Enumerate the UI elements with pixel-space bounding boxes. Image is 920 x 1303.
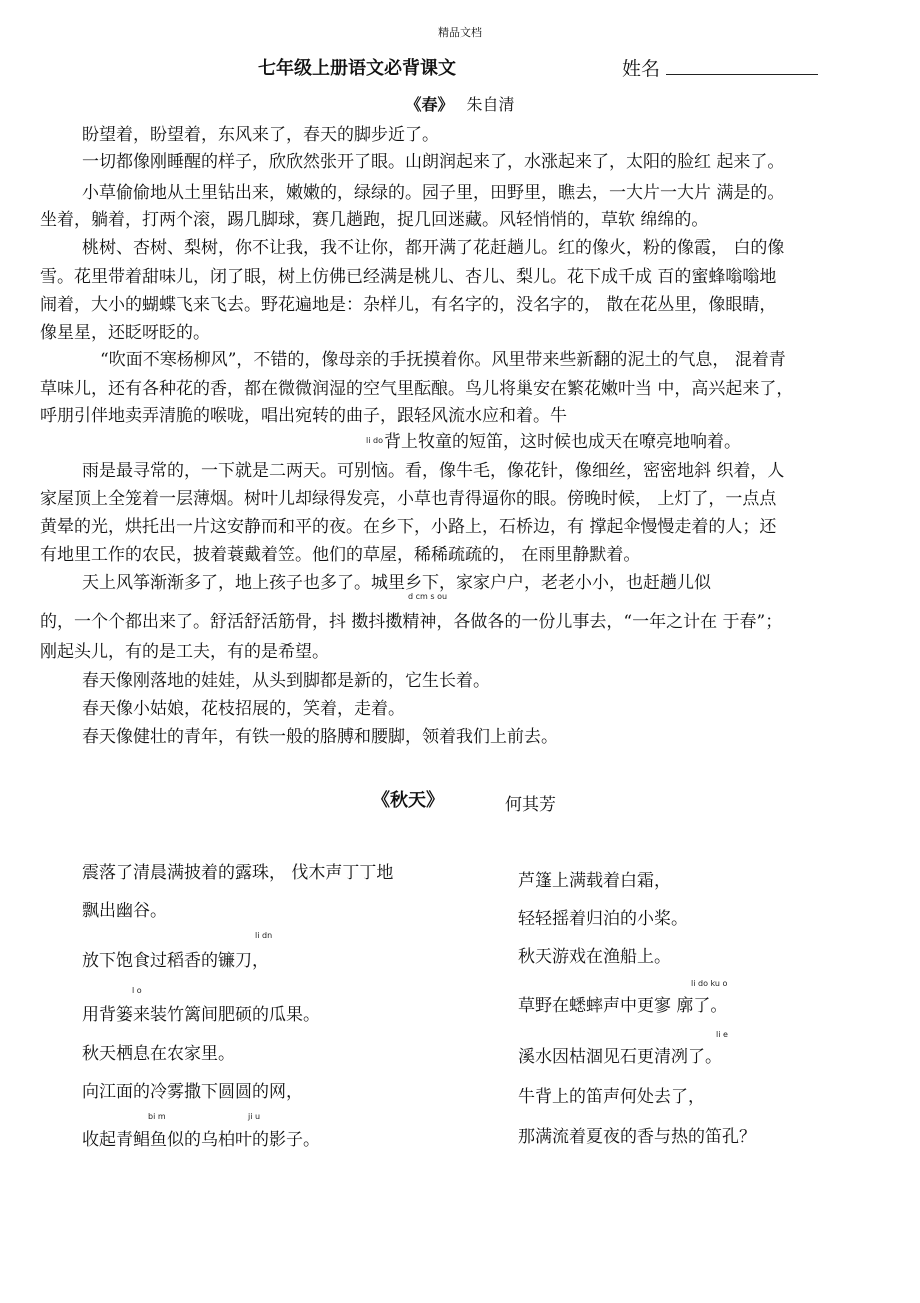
spring-line: 家屋顶上全笼着一层薄烟。树叶儿却绿得发亮，小草也青得逼你的眼。傍晚时候， 上灯了，一点点 bbox=[40, 489, 777, 509]
spring-line: 呼朋引伴地卖弄清脆的喉咙，唱出宛转的曲子，跟轻风流水应和着。牛 bbox=[40, 406, 567, 426]
pinyin-annotation: bi m bbox=[148, 1112, 166, 1121]
poem-line-left: 飘出幽谷。 bbox=[82, 901, 167, 921]
pinyin-annotation: li do ku o bbox=[691, 979, 728, 988]
spring-line: 桃树、杏树、梨树，你不让我，我不让你，都开满了花赶趟儿。红的像火，粉的像霞， 白的像 bbox=[82, 238, 785, 258]
spring-line: 天上风筝渐渐多了，地上孩子也多了。城里乡下，家家户户，老老小小，也赶趟儿似 bbox=[82, 573, 711, 593]
spring-line: 雪。花里带着甜味儿，闭了眼，树上仿佛已经满是桃儿、杏儿、梨儿。花下成千成 百的蜜蜂嗡嗡地 bbox=[40, 267, 777, 287]
poem-line-left: 秋天栖息在农家里。 bbox=[82, 1044, 235, 1064]
spring-line: 闹着，大小的蝴蝶飞来飞去。野花遍地是：杂样儿，有名字的，没名字的， 散在花丛里，像眼睛， bbox=[40, 295, 777, 315]
spring-line: 雨是最寻常的，一下就是二两天。可别恼。看，像牛毛，像花针，像细丝，密密地斜 织着，人 bbox=[82, 461, 785, 481]
poem-line-right: 草野在蟋蟀声中更寥 廓了。 bbox=[518, 996, 728, 1016]
poem-line-right: 轻轻摇着归泊的小桨。 bbox=[518, 909, 688, 929]
spring-line: 坐着，躺着，打两个滚，踢几脚球，赛几趟跑，捉几回迷藏。风轻悄悄的，草软 绵绵的。 bbox=[40, 210, 709, 230]
poem-line-left: 用背篓来装竹篱间肥硕的瓜果。 bbox=[82, 1005, 320, 1025]
poem-line-right: 秋天游戏在渔船上。 bbox=[518, 947, 671, 967]
spring-line: 盼望着，盼望着，东风来了，春天的脚步近了。 bbox=[82, 125, 439, 145]
spring-line: 背上牧童的短笛，这时候也成天在嘹亮地响着。 bbox=[384, 432, 741, 452]
poem-line-right: 牛背上的笛声何处去了， bbox=[518, 1087, 705, 1107]
spring-line: 刚起头儿，有的是工夫，有的是希望。 bbox=[40, 642, 329, 662]
spring-line: 一切都像刚睡醒的样子，欣欣然张开了眼。山朗润起来了，水涨起来了，太阳的脸红 起来了。 bbox=[82, 152, 785, 172]
autumn-work-title: 《秋天》 bbox=[372, 790, 444, 811]
spring-line: 的，一个个都出来了。舒活舒活筋骨，抖 擞抖擞精神，各做各的一份儿事去，“一年之计在 于春”； bbox=[40, 612, 783, 632]
pinyin-annotation: li e bbox=[716, 1030, 728, 1039]
pinyin-annotation: li dn bbox=[255, 931, 273, 940]
spring-work-title: 《春》 bbox=[405, 95, 454, 114]
page-header: 精品文档 bbox=[438, 26, 482, 39]
spring-line: 小草偷偷地从土里钻出来，嫩嫩的，绿绿的。园子里，田野里，瞧去，一大片一大片 满是的。 bbox=[82, 183, 785, 203]
pinyin-annotation: li do bbox=[366, 436, 383, 445]
spring-line: 春天像小姑娘，花枝招展的，笑着，走着。 bbox=[82, 699, 405, 719]
poem-line-left: 收起青鲳鱼似的乌柏叶的影子。 bbox=[82, 1130, 320, 1150]
poem-line-right: 溪水因枯涸见石更清冽了。 bbox=[518, 1047, 722, 1067]
page-title: 七年级上册语文必背课文 bbox=[258, 58, 456, 79]
spring-line: 有地里工作的农民，披着蓑戴着笠。他们的草屋，稀稀疏疏的， 在雨里静默着。 bbox=[40, 545, 641, 565]
name-label: 姓名 bbox=[622, 58, 661, 80]
poem-line-right: 那满流着夏夜的香与热的笛孔？ bbox=[518, 1127, 756, 1147]
pinyin-annotation: l o bbox=[132, 986, 142, 995]
autumn-author: 何其芳 bbox=[505, 795, 556, 815]
poem-line-left: 向江面的冷雾撒下圆圆的网， bbox=[82, 1082, 303, 1102]
spring-line: 像星星，还眨呀眨的。 bbox=[40, 323, 210, 343]
spring-line: 草味儿，还有各种花的香，都在微微润湿的空气里酝酿。鸟儿将巢安在繁花嫩叶当 中，高兴起来了， bbox=[40, 379, 794, 399]
spring-line: “吹面不寒杨柳风”，不错的，像母亲的手抚摸着你。风里带来些新翻的泥土的气息， 混着青 bbox=[100, 350, 786, 370]
pinyin-annotation: ji u bbox=[248, 1112, 261, 1121]
spring-line: 黄晕的光，烘托出一片这安静而和平的夜。在乡下，小路上，石桥边，有 撑起伞慢慢走着的人；还 bbox=[40, 517, 777, 537]
pinyin-annotation: d cm s ou bbox=[408, 592, 448, 601]
spring-line: 春天像刚落地的娃娃，从头到脚都是新的，它生长着。 bbox=[82, 671, 490, 691]
spring-author: 朱自清 bbox=[466, 95, 515, 114]
spring-line: 春天像健壮的青年，有铁一般的胳膊和腰脚，领着我们上前去。 bbox=[82, 727, 558, 747]
poem-line-left: 震落了清晨满披着的露珠， 伐木声丁丁地 bbox=[82, 863, 394, 883]
poem-line-left: 放下饱食过稻香的镰刀， bbox=[82, 951, 269, 971]
poem-line-right: 芦篷上满载着白霜， bbox=[518, 871, 671, 891]
